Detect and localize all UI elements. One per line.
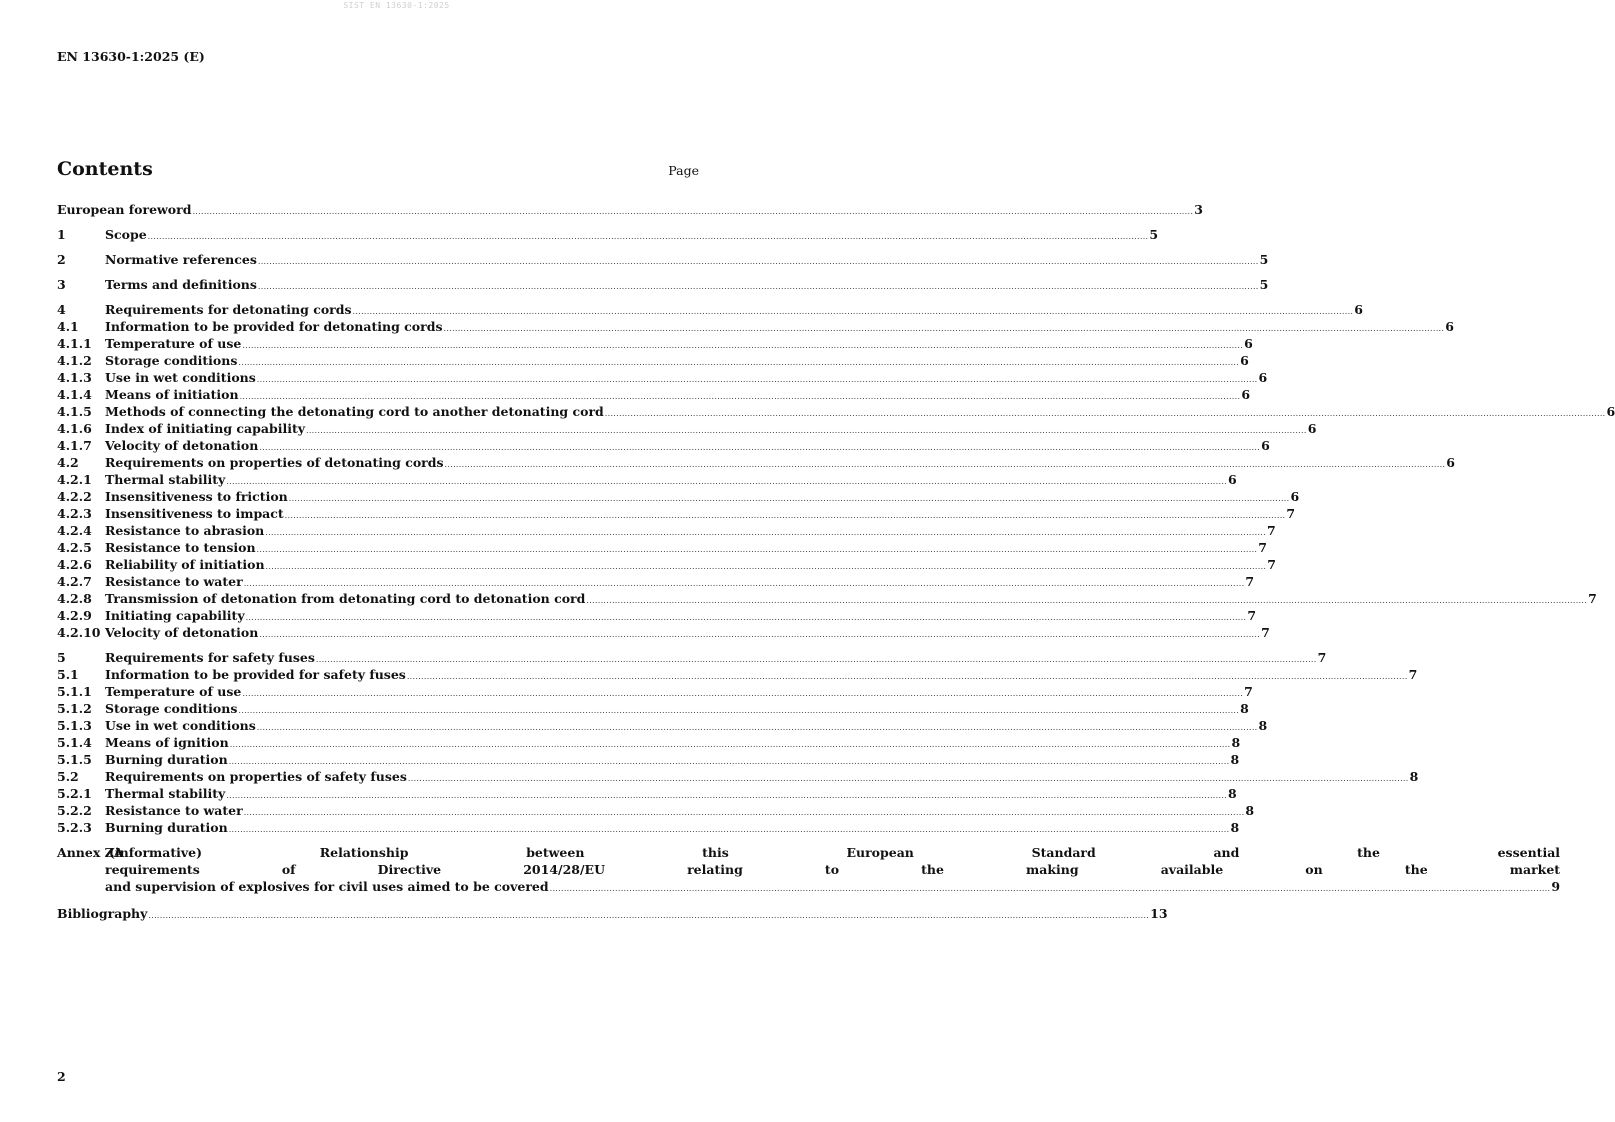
toc-entry[interactable] [57,276,1269,293]
toc-entry-number: 4.2 [57,455,79,470]
toc-entry[interactable] [57,785,1237,802]
toc-entry[interactable] [57,386,1251,403]
toc-entry-number: 4.2.1 [57,472,92,487]
leader-dots [266,558,1267,575]
leader-dots [230,736,1231,753]
toc-entry-number: 4.2.2 [57,489,92,504]
toc-entry-page: 5 [1259,277,1269,292]
toc-entry-page: 8 [1245,803,1255,818]
toc-entry-number: 5.2 [57,769,79,784]
toc-entry[interactable] [57,607,1257,624]
leader-dots [259,626,1260,643]
toc-entry-page: 7 [1247,608,1257,623]
toc-entry-page: 6 [1258,370,1268,385]
toc-entry-number: 5.1.3 [57,718,92,733]
leader-dots [408,770,1409,787]
toc-entry-number: 4.2.10 [57,625,101,640]
toc-entry[interactable] [57,335,1253,352]
leader-dots [192,203,1193,220]
toc-entry-number: 4.2.4 [57,523,92,538]
leader-dots [605,405,1606,422]
toc-entry-title: Requirements for detonating cords [105,302,352,317]
toc-entry-title: Resistance to tension [105,540,256,555]
leader-dots [586,592,1587,609]
leader-dots [229,821,1230,838]
leader-dots [258,278,1259,295]
annex-title-line: requirements of Directive 2014/28/EU relating to the making available on the market [105,862,1561,877]
toc-entry[interactable] [57,666,1418,683]
toc-entry-page: 7 [1267,557,1276,572]
toc-entry-page: 13 [1150,906,1168,921]
toc-entry-title: Temperature of use [105,684,242,699]
toc-entry-title: Resistance to abrasion [105,523,265,538]
annex-title-line: and supervision of explosives for civil uses aimed to be covered [105,879,549,894]
leader-dots [285,507,1286,524]
leader-dots [444,320,1445,337]
toc-entry-number: 4.2.7 [57,574,92,589]
leader-dots [353,303,1354,320]
toc-entry[interactable] [57,201,1203,218]
toc-entry[interactable] [57,369,1268,386]
toc-entry[interactable] [57,318,1454,335]
toc-entry-title: Requirements for safety fuses [105,650,315,665]
toc-entry-annex-za[interactable] [57,844,1561,897]
leader-dots [257,719,1258,736]
toc-entry-page: 7 [1261,625,1270,640]
toc-entry-title: Bibliography [57,906,148,921]
toc-entry[interactable] [57,420,1317,437]
leader-dots [265,524,1266,541]
toc-entry-page: 6 [1307,421,1317,436]
toc-entry-title: Index of initiating capability [105,421,305,436]
leader-dots [238,354,1239,371]
toc-entry-number: 4.1.1 [57,336,92,351]
toc-entry-title: Thermal stability [105,786,226,801]
toc-entry-number: 4.1.7 [57,438,92,453]
annex-title-line: (informative) Relationship between this European Standard and the essential [109,845,1561,860]
toc-entry[interactable] [57,251,1269,268]
toc-entry-title: Temperature of use [105,336,242,351]
leader-dots [257,541,1258,558]
toc-entry[interactable] [57,573,1255,590]
toc-entry-page: 8 [1258,718,1268,733]
toc-entry-page: 6 [1241,387,1251,402]
leader-dots [289,490,1290,507]
toc-entry-title: Methods of connecting the detonating cord to another detonating cord [105,404,604,419]
toc-entry-title: Burning duration [105,752,228,767]
toc-entry[interactable] [57,403,1615,420]
leader-dots [316,651,1317,668]
toc-entry-title: Resistance to water [105,574,243,589]
toc-entry-page: 8 [1230,820,1240,835]
toc-entry-title: Storage conditions [105,353,238,368]
toc-entry-number: Annex ZA [57,845,124,860]
toc-entry-title: Velocity of detonation [105,438,259,453]
toc-entry-title: Use in wet conditions [105,370,256,385]
toc-entry-title: Means of initiation [105,387,239,402]
leader-dots [246,609,1247,626]
table-of-contents [57,201,1615,922]
toc-entry-number: 5.2.1 [57,786,92,801]
toc-entry-title: Requirements on properties of detonating cords [105,455,444,470]
toc-entry-number: 4.2.3 [57,506,92,521]
toc-entry-bibliography[interactable] [57,905,1168,922]
toc-entry-title: Use in wet conditions [105,718,256,733]
toc-entry-page: 9 [1551,879,1561,894]
toc-entry-page: 6 [1354,302,1363,317]
toc-entry-number: 4.1.5 [57,404,92,419]
toc-entry-number: 3 [57,277,66,292]
toc-entries [57,201,1615,836]
toc-entry-title: European foreword [57,202,192,217]
toc-entry-title: Insensitiveness to impact [105,506,284,521]
toc-entry-page: 7 [1244,684,1253,699]
toc-entry[interactable] [57,352,1249,369]
toc-entry-title: Insensitiveness to friction [105,489,288,504]
toc-entry-page: 7 [1266,523,1276,538]
toc-entry-page: 7 [1245,574,1255,589]
toc-entry-page: 8 [1228,786,1237,801]
toc-entry-page: 5 [1149,227,1159,242]
toc-entry-title: Terms and definitions [105,277,257,292]
toc-entry-annex-title [105,844,1560,897]
toc-entry[interactable] [57,751,1240,768]
toc-entry[interactable] [57,226,1159,243]
toc-entry-number: 5.1 [57,667,79,682]
toc-entry-number: 4.1.4 [57,387,92,402]
toc-entry[interactable] [57,683,1253,700]
toc-entry[interactable] [57,734,1241,751]
leader-dots [306,422,1307,439]
toc-entry-page: 8 [1409,769,1419,784]
toc-entry-title: Thermal stability [105,472,226,487]
toc-entry[interactable] [57,717,1268,734]
toc-entry-title: Initiating capability [105,608,245,623]
leader-dots [226,787,1227,804]
toc-entry[interactable] [57,700,1249,717]
toc-entry-title: Normative references [105,252,257,267]
toc-entry[interactable] [57,556,1276,573]
toc-entry-number: 5 [57,650,66,665]
leader-dots [238,702,1239,719]
leader-dots [226,473,1227,490]
annex-title-last-line [105,878,1560,897]
toc-entry[interactable] [57,437,1270,454]
toc-entry-title: Burning duration [105,820,228,835]
toc-entry-page: 6 [1261,438,1270,453]
leader-dots [148,907,1149,924]
toc-entry-page: 8 [1240,701,1249,716]
toc-entry-page: 8 [1230,752,1240,767]
leader-dots [258,253,1259,270]
leader-dots [242,685,1243,702]
contents-title: Contents [57,158,153,180]
toc-entry[interactable] [57,301,1363,318]
toc-entry-page: 8 [1231,735,1241,750]
toc-entry-number: 4.1 [57,319,79,334]
toc-entry[interactable] [57,505,1296,522]
toc-entry-title: Information to be provided for safety fuses [105,667,406,682]
toc-entry-page: 6 [1446,455,1455,470]
footer-page-number: 2 [57,1069,66,1084]
toc-entry-number: 5.1.5 [57,752,92,767]
toc-entry-page: 3 [1194,202,1203,217]
toc-entry-number: 5.2.3 [57,820,92,835]
toc-entry-number: 2 [57,252,66,267]
leader-dots [148,228,1149,245]
toc-entry-number: 4.1.6 [57,421,92,436]
toc-entry-page: 7 [1408,667,1418,682]
toc-entry-page: 6 [1244,336,1253,351]
toc-entry[interactable] [57,539,1267,556]
contents-header [57,158,699,182]
watermark: SIST EN 13630-1:2025 [343,1,450,10]
toc-entry[interactable] [57,649,1327,666]
toc-entry-number: 5.2.2 [57,803,92,818]
toc-entry-number: 4.2.9 [57,608,92,623]
leader-dots [407,668,1408,685]
toc-entry-number: 4 [57,302,66,317]
toc-entry-title: Reliability of initiation [105,557,265,572]
toc-entry-title: Means of ignition [105,735,229,750]
toc-entry-number: 4.2.5 [57,540,92,555]
leader-dots [550,880,1551,897]
toc-entry-page: 7 [1286,506,1296,521]
toc-entry[interactable] [57,768,1419,785]
toc-entry[interactable] [57,488,1300,505]
toc-entry-title: Transmission of detonation from detonating cord to detonation cord [105,591,586,606]
leader-dots [445,456,1446,473]
toc-entry-page: 7 [1588,591,1597,606]
toc-entry-page: 7 [1258,540,1267,555]
toc-entry[interactable] [57,802,1255,819]
toc-entry[interactable] [57,454,1455,471]
toc-entry-number: 5.1.1 [57,684,92,699]
page-column-label: Page [668,163,699,178]
document-id: EN 13630-1:2025 (E) [57,49,205,64]
toc-entry-page: 6 [1228,472,1237,487]
toc-entry[interactable] [57,522,1276,539]
toc-entry-number: 4.1.2 [57,353,92,368]
toc-entry-page: 6 [1606,404,1615,419]
leader-dots [244,804,1245,821]
toc-entry[interactable] [57,624,1270,641]
toc-entry-number: 5.1.4 [57,735,92,750]
toc-entry-title: Information to be provided for detonating cords [105,319,443,334]
toc-entry-title: Storage conditions [105,701,238,716]
toc-entry[interactable] [57,590,1597,607]
toc-entry[interactable] [57,819,1240,836]
toc-entry-number: 4.2.8 [57,591,92,606]
leader-dots [257,371,1258,388]
toc-entry-title: Velocity of detonation [105,625,259,640]
toc-entry-number: 4.1.3 [57,370,92,385]
leader-dots [242,337,1243,354]
toc-entry-page: 6 [1240,353,1249,368]
toc-entry-number: 5.1.2 [57,701,92,716]
toc-entry-page: 5 [1259,252,1269,267]
toc-entry-page: 6 [1445,319,1454,334]
toc-entry-page: 7 [1317,650,1327,665]
toc-entry[interactable] [57,471,1237,488]
toc-entry-number: 4.2.6 [57,557,92,572]
toc-entry-page: 6 [1290,489,1300,504]
toc-entry-number: 1 [57,227,66,242]
toc-entry-title: Scope [105,227,147,242]
toc-entry-title: Requirements on properties of safety fuses [105,769,407,784]
toc-entry-title: Resistance to water [105,803,243,818]
